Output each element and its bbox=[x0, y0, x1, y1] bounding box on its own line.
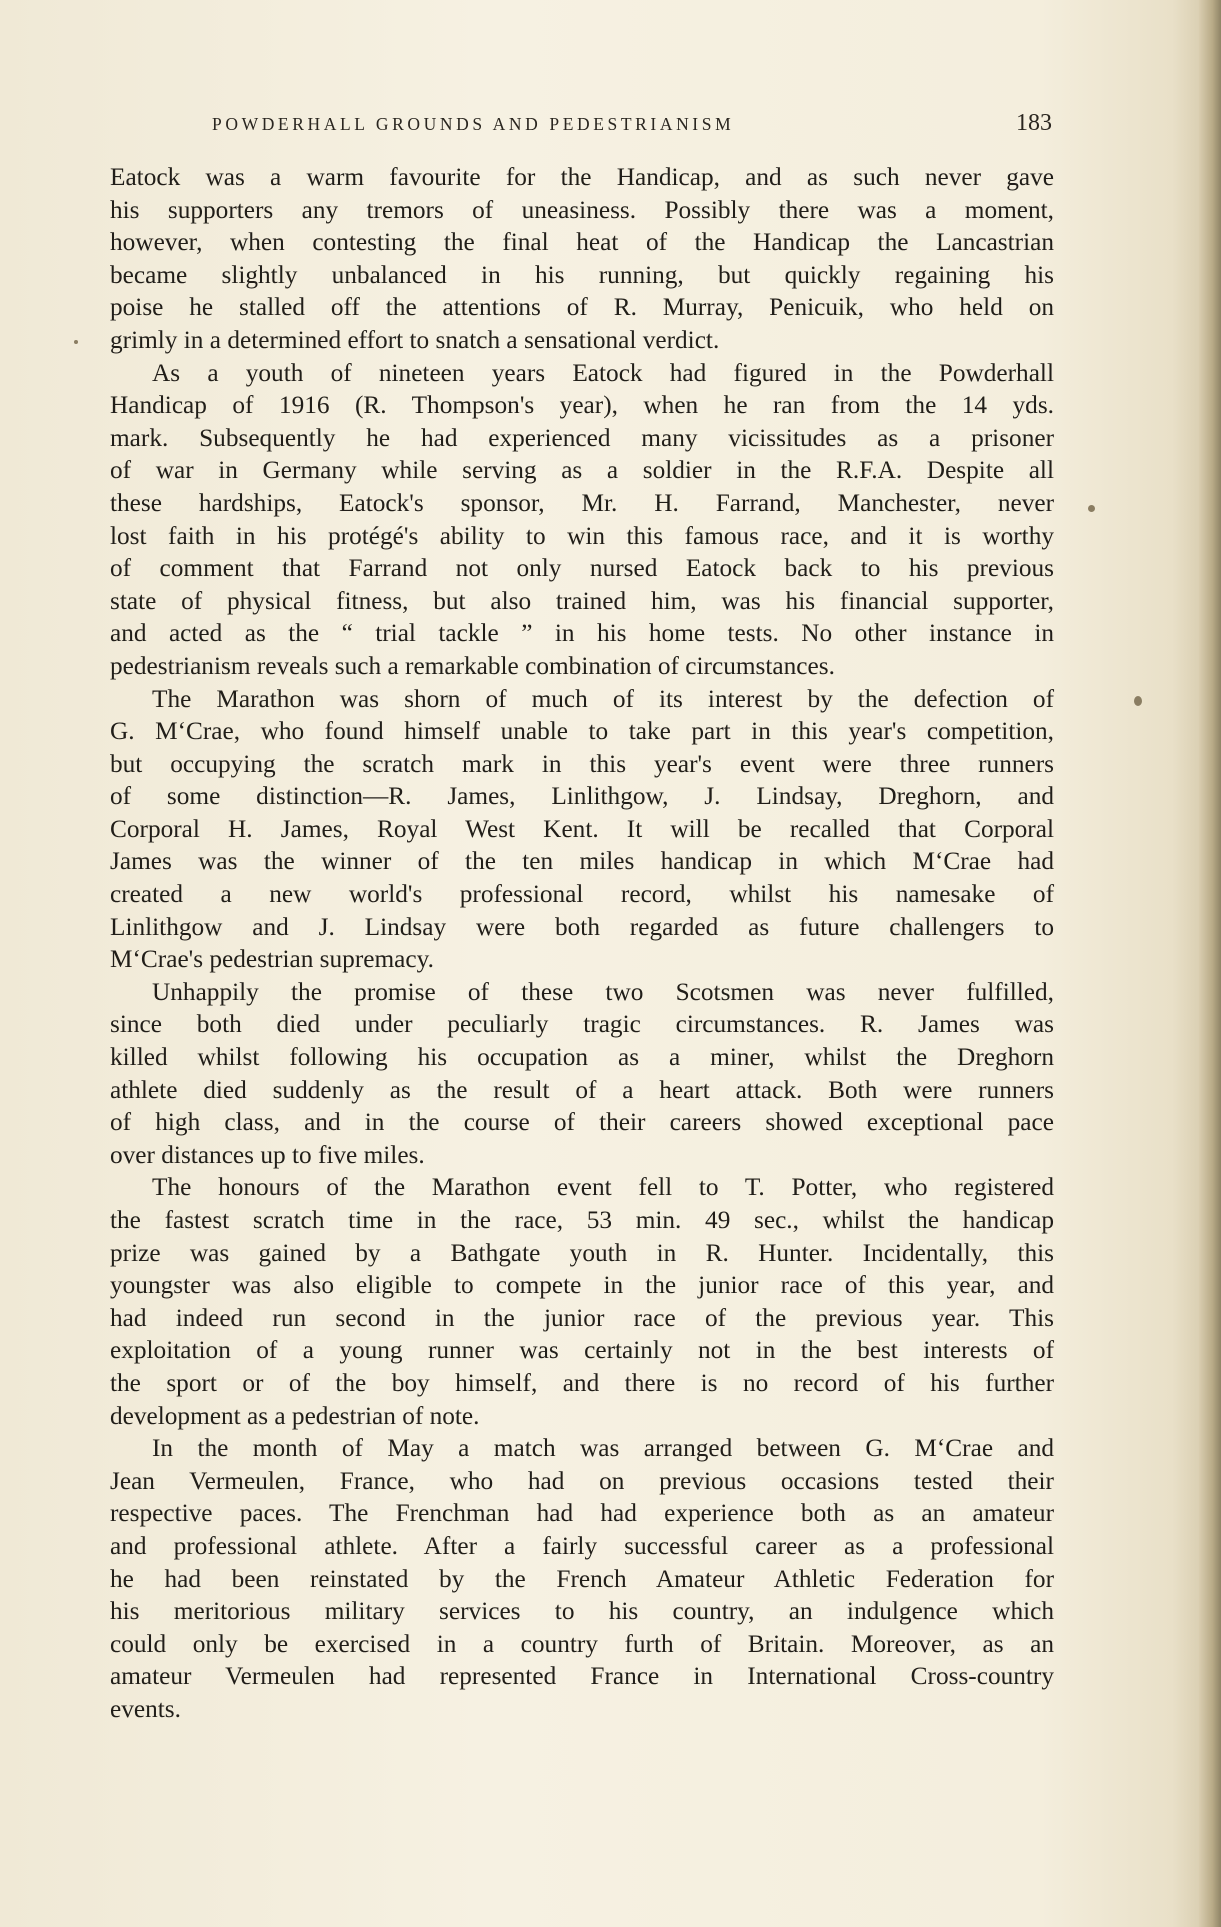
text-line: As a youth of nineteen years Eatock had figured in the Powderhall bbox=[152, 358, 1054, 387]
text-line: the fastest scratch time in the race, 53 min. 49 sec., whilst the handicap bbox=[110, 1206, 1054, 1234]
text-line: created a new world's professional record, whilst his namesake of bbox=[110, 880, 1054, 909]
paper-speck bbox=[74, 340, 78, 344]
text-line: and acted as the “ trial tackle ” in his home tests. No other instance in bbox=[110, 619, 1054, 648]
text-line: exploitation of a young runner was certainly not in the best interests of bbox=[110, 1336, 1054, 1365]
page-number: 183 bbox=[1016, 110, 1052, 136]
text-line: athlete died suddenly as the result of a heart attack. Both were runners bbox=[110, 1075, 1054, 1104]
text-line: of high class, and in the course of their careers showed exceptional pace bbox=[110, 1108, 1054, 1137]
page-edge bbox=[1199, 0, 1221, 1927]
text-line: since both died under peculiarly tragic circumstances. R. James was bbox=[110, 1010, 1054, 1039]
text-line: The Marathon was shorn of much of its interest by the defection of bbox=[152, 684, 1054, 713]
text-line: and professional athlete. After a fairly successful career as a professional bbox=[110, 1531, 1054, 1560]
text-line: could only be exercised in a country furth of Britain. Moreover, as an bbox=[110, 1629, 1054, 1658]
paper-speck bbox=[1088, 505, 1095, 512]
running-head: POWDERHALL GROUNDS AND PEDESTRIANISM bbox=[212, 114, 735, 134]
text-line: these hardships, Eatock's sponsor, Mr. H. Farrand, Manchester, never bbox=[110, 488, 1054, 517]
text-line: his supporters any tremors of uneasiness. Possibly there was a moment, bbox=[110, 195, 1054, 224]
text-line: development as a pedestrian of note. bbox=[110, 1401, 480, 1430]
text-line: Corporal H. James, Royal West Kent. It will be recalled that Corporal bbox=[110, 814, 1054, 843]
text-line: killed whilst following his occupation as a miner, whilst the Dreghorn bbox=[110, 1043, 1054, 1072]
text-line: Handicap of 1916 (R. Thompson's year), when he ran from the 14 yds. bbox=[110, 391, 1054, 420]
text-line: The honours of the Marathon event fell to T. Potter, who registered bbox=[152, 1173, 1054, 1202]
text-line: James was the winner of the ten miles handicap in which M‘Crae had bbox=[110, 847, 1054, 876]
text-line: In the month of May a match was arranged between G. M‘Crae and bbox=[152, 1434, 1054, 1463]
text-line: his meritorious military services to his country, an indulgence which bbox=[110, 1597, 1054, 1626]
text-line: Eatock was a warm favourite for the Handicap, and as such never gave bbox=[110, 163, 1054, 191]
text-line: over distances up to five miles. bbox=[110, 1140, 425, 1169]
text-line: Linlithgow and J. Lindsay were both regarded as future challengers to bbox=[110, 912, 1054, 941]
text-line: youngster was also eligible to compete in the junior race of this year, and bbox=[110, 1271, 1054, 1300]
text-line: prize was gained by a Bathgate youth in R. Hunter. Incidentally, this bbox=[110, 1238, 1054, 1267]
text-line: Jean Vermeulen, France, who had on previous occasions tested their bbox=[110, 1466, 1054, 1495]
text-line: had indeed run second in the junior race of the previous year. This bbox=[110, 1303, 1054, 1332]
text-line: events. bbox=[110, 1694, 181, 1723]
text-line: however, when contesting the final heat of the Handicap the Lancastrian bbox=[110, 228, 1054, 257]
text-line: grimly in a determined effort to snatch a sensational verdict. bbox=[110, 325, 720, 354]
paper-speck bbox=[1134, 696, 1142, 706]
text-line: of comment that Farrand not only nursed Eatock back to his previous bbox=[110, 554, 1054, 583]
text-line: respective paces. The Frenchman had had experience both as an amateur bbox=[110, 1499, 1054, 1528]
text-line: he had been reinstated by the French Amateur Athletic Federation for bbox=[110, 1564, 1054, 1593]
text-line: became slightly unbalanced in his running, but quickly regaining his bbox=[110, 260, 1054, 289]
text-line: lost faith in his protégé's ability to win this famous race, and it is worthy bbox=[110, 521, 1054, 550]
text-line: mark. Subsequently he had experienced many vicissitudes as a prisoner bbox=[110, 423, 1054, 452]
text-line: G. M‘Crae, who found himself unable to take part in this year's competition, bbox=[110, 717, 1054, 746]
text-line: Unhappily the promise of these two Scotsmen was never fulfilled, bbox=[152, 977, 1054, 1006]
text-line: pedestrianism reveals such a remarkable combination of circumstances. bbox=[110, 651, 835, 680]
text-line: of some distinction—R. James, Linlithgow, J. Lindsay, Dreghorn, and bbox=[110, 782, 1054, 811]
text-line: of war in Germany while serving as a soldier in the R.F.A. Despite all bbox=[110, 456, 1054, 485]
text-line: M‘Crae's pedestrian supremacy. bbox=[110, 945, 434, 974]
page-header bbox=[110, 110, 1052, 144]
text-line: state of physical fitness, but also trained him, was his financial supporter, bbox=[110, 586, 1054, 615]
text-line: the sport or of the boy himself, and there is no record of his further bbox=[110, 1368, 1054, 1397]
text-line: amateur Vermeulen had represented France in International Cross-country bbox=[110, 1662, 1054, 1691]
text-line: poise he stalled off the attentions of R. Murray, Penicuik, who held on bbox=[110, 293, 1054, 322]
body-text bbox=[110, 161, 1054, 1726]
text-line: but occupying the scratch mark in this year's event were three runners bbox=[110, 749, 1054, 778]
